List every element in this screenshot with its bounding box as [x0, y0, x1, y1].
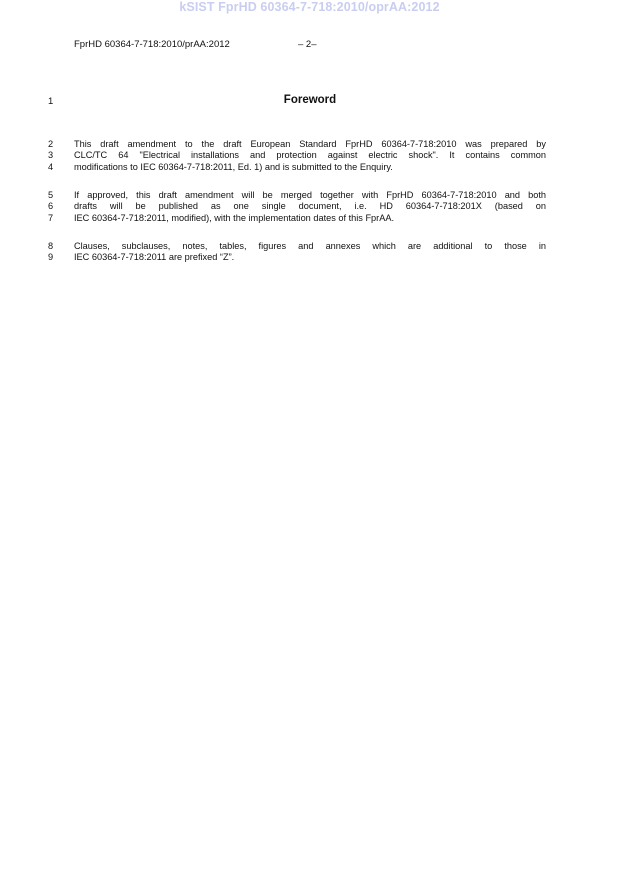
line-text: CLC/TC 64 "Electrical installations and protection against electric shock". It contains common	[74, 150, 546, 161]
line-text: IEC 60364-7-718:2011 are prefixed “Z”.	[74, 252, 235, 263]
line-number: 2	[48, 139, 54, 149]
line-number: 6	[48, 201, 54, 212]
text-line	[0, 139, 619, 150]
text-line	[0, 190, 619, 201]
line-text: modifications to IEC 60364-7-718:2011, Ed. 1) and is submitted to the Enquiry.	[74, 161, 393, 172]
paragraph-2	[0, 190, 619, 224]
text-line	[0, 150, 619, 161]
text-line	[0, 201, 619, 212]
line-text: This draft amendment to the draft European Standard FprHD 60364-7-718:2010 was prepared by	[74, 139, 546, 149]
foreword-heading: Foreword	[283, 94, 337, 106]
foreword-heading-row	[0, 94, 619, 110]
running-header	[74, 39, 317, 50]
line-text: drafts will be published as one single document, i.e. HD 60364-7-718:201X (based on	[74, 201, 546, 212]
text-line	[0, 213, 619, 224]
text-line	[0, 162, 619, 173]
line-text: Clauses, subclauses, notes, tables, figures and annexes which are additional to those in	[74, 241, 546, 251]
line-number: 4	[48, 161, 54, 172]
line-number: 7	[48, 212, 54, 223]
line-number: 8	[48, 241, 54, 251]
line-number: 3	[48, 150, 54, 161]
line-number: 5	[48, 190, 54, 200]
paragraph-1	[0, 139, 619, 173]
line-text: IEC 60364-7-718:2011, modified), with the implementation dates of this FprAA.	[74, 212, 395, 223]
paragraph-3	[0, 241, 619, 264]
text-line	[0, 252, 619, 263]
document-identifier: FprHD 60364-7-718:2010/prAA:2012	[74, 39, 230, 50]
line-number: 1	[48, 96, 54, 107]
line-text: If approved, this draft amendment will be merged together with FprHD 60364-7-718:2010 and both	[74, 190, 546, 200]
page-number: – 2–	[298, 39, 317, 50]
watermark: kSIST FprHD 60364-7-718:2010/oprAA:2012	[179, 0, 440, 14]
line-number: 9	[48, 252, 54, 263]
text-line	[0, 241, 619, 252]
